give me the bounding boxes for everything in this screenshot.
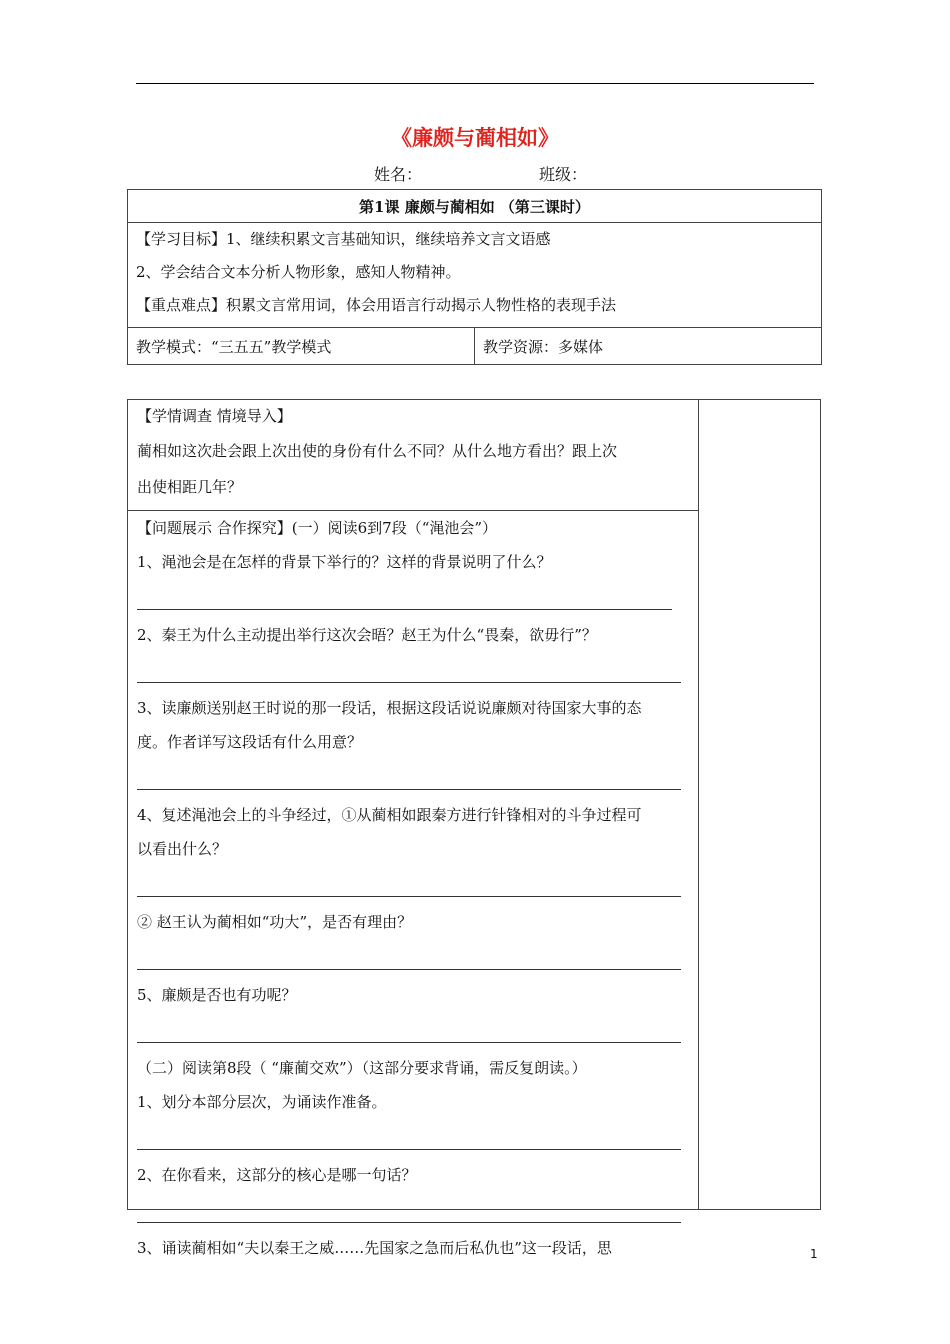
part-2-heading: （二）阅读第8段（ “廉蔺交欢”）（这部分要求背诵，需反复朗读。） bbox=[137, 1059, 587, 1077]
page-title: 《廉颇与蔺相如》 bbox=[391, 126, 559, 150]
part-2-question-2: 2、在你看来，这部分的核心是哪一句话？ bbox=[137, 1166, 417, 1184]
question-4-line: 以看出什么？ bbox=[137, 840, 228, 858]
notes-column-divider bbox=[698, 400, 699, 1209]
survey-question-line: 出使相距几年？ bbox=[137, 478, 243, 496]
question-5: 5、廉颇是否也有功呢？ bbox=[137, 986, 297, 1004]
class-label: 班级： bbox=[539, 165, 588, 184]
part-2-question-3: 3、诵读蔺相如“夫以秦王之威……先国家之急而后私仇也”这一段话，思 bbox=[137, 1239, 612, 1257]
explore-section bbox=[137, 510, 689, 1265]
answer-line[interactable] bbox=[137, 1042, 681, 1043]
header-rule bbox=[136, 83, 814, 84]
teaching-mode: 教学模式：“三五五”教学模式 bbox=[128, 328, 475, 365]
teaching-resource: 教学资源：多媒体 bbox=[475, 328, 822, 365]
question-3-line: 3、读廉颇送别赵王时说的那一段话，根据这段话说说廉颇对待国家大事的态 bbox=[137, 699, 642, 717]
lesson-title: 第1课 廉颇与蔺相如 （第三课时） bbox=[128, 190, 822, 223]
answer-line[interactable] bbox=[137, 609, 672, 610]
goal-line: 【学习目标】1、继续积累文言基础知识，继续培养文言文语感 bbox=[136, 230, 551, 248]
question-2: 2、秦王为什么主动提出举行这次会晤？赵王为什么“畏秦，欲毋行”？ bbox=[137, 626, 597, 644]
survey-heading: 【学情调查 情境导入】 bbox=[137, 407, 292, 425]
answer-line[interactable] bbox=[137, 896, 681, 897]
survey-section bbox=[137, 400, 687, 505]
explore-heading: 【问题展示 合作探究】(一）阅读6到7段（“渑池会”） bbox=[137, 519, 498, 537]
question-4-line: 4、复述渑池会上的斗争经过，①从蔺相如跟秦方进行针锋相对的斗争过程可 bbox=[137, 806, 642, 824]
goal-line: 2、学会结合文本分析人物形象，感知人物精神。 bbox=[136, 263, 461, 281]
key-difficulty: 【重点难点】积累文言常用词，体会用语言行动揭示人物性格的表现手法 bbox=[136, 296, 617, 314]
answer-line[interactable] bbox=[137, 789, 681, 790]
answer-line[interactable] bbox=[137, 1222, 681, 1223]
learning-goals bbox=[128, 223, 822, 328]
question-3-line: 度。作者详写这段话有什么用意？ bbox=[137, 733, 363, 751]
part-2-question-1: 1、划分本部分层次，为诵读作准备。 bbox=[137, 1093, 387, 1111]
page-number: 1 bbox=[810, 1247, 818, 1261]
lesson-info-table bbox=[127, 189, 822, 365]
answer-line[interactable] bbox=[137, 1149, 681, 1150]
question-1: 1、渑池会是在怎样的背景下举行的？这样的背景说明了什么？ bbox=[137, 553, 552, 571]
answer-line[interactable] bbox=[137, 969, 681, 970]
survey-question-line: 蔺相如这次赴会跟上次出使的身份有什么不同？从什么地方看出？跟上次 bbox=[137, 442, 618, 460]
name-label: 姓名： bbox=[374, 165, 423, 184]
answer-line[interactable] bbox=[137, 682, 681, 683]
question-4b: ② 赵王认为蔺相如“功大”，是否有理由？ bbox=[137, 913, 413, 931]
worksheet-main-table bbox=[127, 399, 821, 1257]
